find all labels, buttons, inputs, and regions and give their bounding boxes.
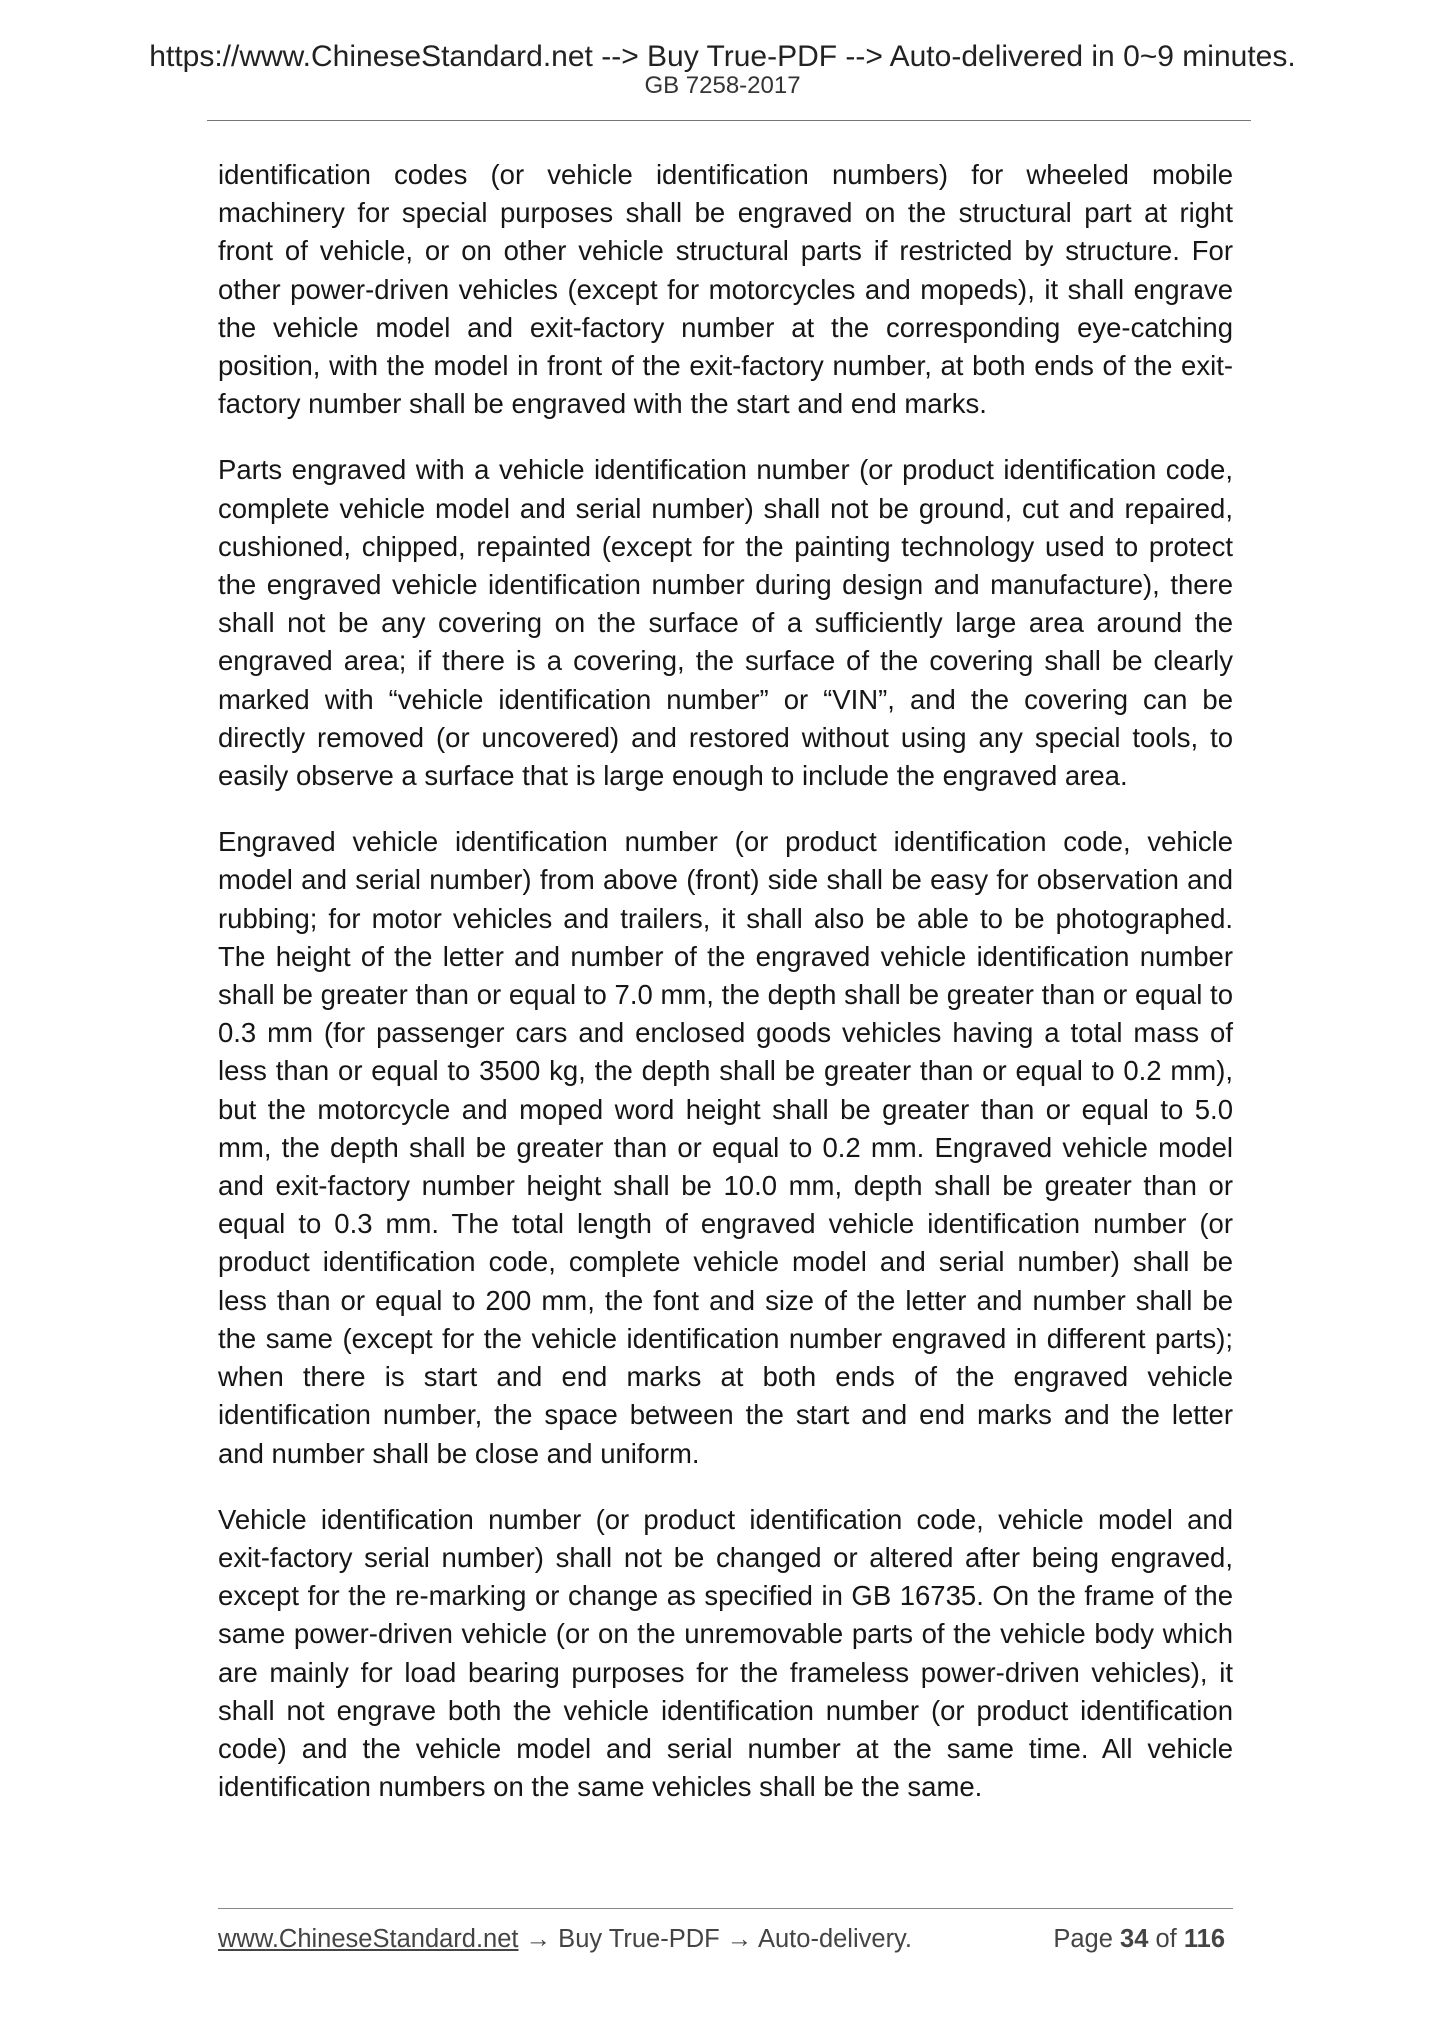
page-footer <box>218 1922 1233 1956</box>
header-divider <box>207 120 1251 121</box>
paragraph-engraved-parts: Parts engraved with a vehicle identification number (or product identification code, complete vehicle model and serial number) shall not be ground, cut and repaired, cushioned, chipped, repainted (except for the painting technology used to protect the engraved vehicle identification number during design and manufacture), there shall not be any covering on the surface of a sufficiently large area around the engraved area; if there is a covering, the surface of the covering shall be clearly marked with “vehicle identification number” or “VIN”, and the covering can be directly removed (or uncovered) and restored without using any special tools, to easily observe a surface that is large enough to include the engraved area. <box>218 454 1233 792</box>
paragraph-engraving-dimensions: Engraved vehicle identification number (or product identification code, vehicle model and serial number) from above (front) side shall be easy for observation and rubbing; for motor vehicles and trailers, it shall also be able to be photographed. The height of the letter and number of the engraved vehicle identification number shall be greater than or equal to 7.0 mm, the depth shall be greater than or equal to 0.3 mm (for passenger cars and enclosed goods vehicles having a total mass of less than or equal to 3500 kg, the depth shall be greater than or equal to 0.2 mm), but the motorcycle and moped word height shall be greater than or equal to 5.0 mm, the depth shall be greater than or equal to 0.2 mm. Engraved vehicle model and exit-factory number height shall be 10.0 mm, depth shall be greater than or equal to 0.3 mm. The total length of engraved vehicle identification number (or product identification code, complete vehicle model and serial number) shall be less than or equal to 200 mm, the font and size of the letter and number shall be the same (except for the vehicle identification number engraved in different parts); when there is start and end marks at both ends of the engraved vehicle identification number, the space between the start and end marks and the letter and number shall be close and uniform. <box>218 826 1233 1469</box>
page-label: Page <box>1053 1925 1113 1953</box>
footer-tagline: → Buy True-PDF → Auto-delivery. <box>518 1925 912 1953</box>
footer-divider <box>218 1908 1233 1909</box>
source-banner: https://www.ChineseStandard.net --> Buy True-PDF --> Auto-delivered in 0~9 minutes. <box>149 40 1296 73</box>
document-code: GB 7258-2017 <box>644 72 801 99</box>
page-of: of <box>1155 1925 1177 1953</box>
page-number <box>1053 1922 1225 1956</box>
paragraph-engraving-position: identification codes (or vehicle identification numbers) for wheeled mobile machinery for special purposes shall be engraved on the structural part at right front of vehicle, or on other vehicle structural parts if restricted by structure. For other power-driven vehicles (except for motorcycles and mopeds), it shall engrave the vehicle model and exit-factory number at the corresponding eye-catching position, with the model in front of the exit-factory number, at both ends of the exit-factory number shall be engraved with the start and end marks. <box>218 159 1233 420</box>
page-total: 116 <box>1183 1925 1225 1953</box>
footer-site-link[interactable]: www.ChineseStandard.net <box>218 1925 519 1953</box>
footer-source <box>218 1922 912 1956</box>
page-current: 34 <box>1120 1925 1149 1953</box>
page-body <box>218 156 1233 1834</box>
paragraph-alteration-rules: Vehicle identification number (or product identification code, vehicle model and exit-factory serial number) shall not be changed or altered after being engraved, except for the re-marking or change as specified in GB 16735. On the frame of the same power-driven vehicle (or on the unremovable parts of the vehicle body which are mainly for load bearing purposes for the frameless power-driven vehicles), it shall not engrave both the vehicle identification number (or product identification code) and the vehicle model and serial number at the same time. All vehicle identification numbers on the same vehicles shall be the same. <box>218 1503 1233 1803</box>
